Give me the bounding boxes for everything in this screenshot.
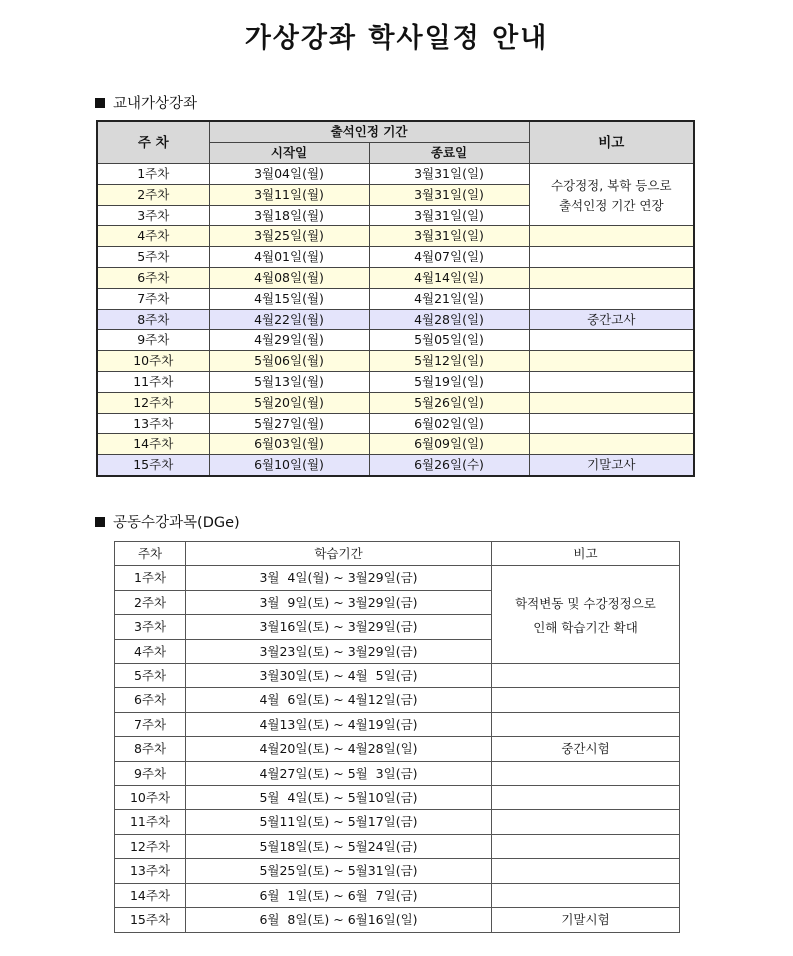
table-row (115, 834, 680, 858)
week-cell: 15주차 (97, 455, 209, 476)
week-cell: 14주차 (97, 434, 209, 455)
start-cell: 4월15일(월) (209, 288, 369, 309)
week-cell: 3주차 (97, 205, 209, 226)
header-note: 비고 (529, 121, 694, 164)
table-row (97, 247, 694, 268)
table-row (115, 688, 680, 712)
note-cell (492, 810, 680, 834)
merged-note-line: 인해 학습기간 확대 (533, 620, 638, 636)
table-row (115, 810, 680, 834)
note-cell (529, 330, 694, 351)
period-cell: 3월16일(토) ~ 3월29일(금) (186, 615, 492, 639)
week-cell: 6주차 (115, 688, 186, 712)
end-cell: 3월31일(일) (369, 184, 529, 205)
start-cell: 3월04일(월) (209, 164, 369, 185)
table-row (115, 883, 680, 907)
end-cell: 6월26일(수) (369, 455, 529, 476)
note-cell (529, 267, 694, 288)
week-cell: 8주차 (115, 737, 186, 761)
end-cell: 4월14일(일) (369, 267, 529, 288)
week-cell: 14주차 (115, 883, 186, 907)
period-cell: 5월18일(토) ~ 5월24일(금) (186, 834, 492, 858)
week-cell: 5주차 (115, 664, 186, 688)
table-row (97, 267, 694, 288)
note-cell (529, 371, 694, 392)
week-cell: 12주차 (115, 834, 186, 858)
end-cell: 5월05일(일) (369, 330, 529, 351)
section-heading-dge (95, 511, 240, 532)
table-row (97, 392, 694, 413)
dge-schedule-table (114, 541, 680, 933)
week-cell: 11주차 (115, 810, 186, 834)
start-cell: 3월11일(월) (209, 184, 369, 205)
start-cell: 6월10일(월) (209, 455, 369, 476)
note-cell (492, 859, 680, 883)
end-cell: 3월31일(일) (369, 164, 529, 185)
table-row (115, 664, 680, 688)
note-cell (529, 413, 694, 434)
period-cell: 3월 4일(월) ~ 3월29일(금) (186, 566, 492, 590)
table-row (97, 309, 694, 330)
merged-note-line: 수강정정, 복학 등으로 (550, 178, 672, 193)
merged-note-line: 출석인정 기간 연장 (558, 198, 664, 213)
week-cell: 8주차 (97, 309, 209, 330)
end-cell: 6월09일(일) (369, 434, 529, 455)
table-row (115, 859, 680, 883)
table-row (115, 761, 680, 785)
start-cell: 4월01일(월) (209, 247, 369, 268)
table-row (97, 330, 694, 351)
note-cell (529, 226, 694, 247)
period-cell: 5월11일(토) ~ 5월17일(금) (186, 810, 492, 834)
note-cell: 중간고사 (529, 309, 694, 330)
note-cell (492, 688, 680, 712)
table-row (97, 371, 694, 392)
table-row (97, 413, 694, 434)
merged-note-line: 학적변동 및 수강정정으로 (515, 596, 656, 612)
week-cell: 2주차 (97, 184, 209, 205)
week-cell: 7주차 (97, 288, 209, 309)
week-cell: 12주차 (97, 392, 209, 413)
note-cell (529, 288, 694, 309)
header-end: 종료일 (369, 143, 529, 164)
note-cell (492, 834, 680, 858)
section-heading-label: 공동수강과목(DGe) (113, 515, 240, 531)
header-period: 출석인정 기간 (209, 121, 529, 143)
period-cell: 3월 9일(토) ~ 3월29일(금) (186, 590, 492, 614)
start-cell: 5월13일(월) (209, 371, 369, 392)
end-cell: 4월28일(일) (369, 309, 529, 330)
week-cell: 7주차 (115, 712, 186, 736)
start-cell: 6월03일(월) (209, 434, 369, 455)
header-start: 시작일 (209, 143, 369, 164)
section-heading-label: 교내가상강좌 (113, 96, 198, 112)
week-cell: 4주차 (97, 226, 209, 247)
week-cell: 11주차 (97, 371, 209, 392)
note-cell (492, 712, 680, 736)
table-row (97, 226, 694, 247)
start-cell: 5월20일(월) (209, 392, 369, 413)
end-cell: 3월31일(일) (369, 226, 529, 247)
note-cell (529, 392, 694, 413)
table-row (115, 908, 680, 932)
period-cell: 4월 6일(토) ~ 4월12일(금) (186, 688, 492, 712)
table-row (97, 351, 694, 372)
start-cell: 3월18일(월) (209, 205, 369, 226)
week-cell: 13주차 (97, 413, 209, 434)
note-cell (492, 761, 680, 785)
week-cell: 13주차 (115, 859, 186, 883)
campus-schedule-table (96, 120, 695, 477)
note-cell (529, 351, 694, 372)
section-heading-campus (95, 92, 197, 113)
note-cell: 기말시험 (492, 908, 680, 932)
table-row (97, 455, 694, 476)
week-cell: 4주차 (115, 639, 186, 663)
start-cell: 5월27일(월) (209, 413, 369, 434)
header-week: 주차 (115, 542, 186, 566)
end-cell: 3월31일(일) (369, 205, 529, 226)
table-row (115, 737, 680, 761)
header-period: 학습기간 (186, 542, 492, 566)
period-cell: 5월25일(토) ~ 5월31일(금) (186, 859, 492, 883)
period-cell: 3월30일(토) ~ 4월 5일(금) (186, 664, 492, 688)
week-cell: 2주차 (115, 590, 186, 614)
end-cell: 6월02일(일) (369, 413, 529, 434)
end-cell: 4월07일(일) (369, 247, 529, 268)
week-cell: 15주차 (115, 908, 186, 932)
end-cell: 5월12일(일) (369, 351, 529, 372)
end-cell: 5월26일(일) (369, 392, 529, 413)
period-cell: 6월 8일(토) ~ 6월16일(일) (186, 908, 492, 932)
start-cell: 5월06일(월) (209, 351, 369, 372)
start-cell: 4월08일(월) (209, 267, 369, 288)
merged-note-cell (529, 164, 694, 226)
square-bullet-icon (95, 98, 105, 108)
end-cell: 4월21일(일) (369, 288, 529, 309)
week-cell: 1주차 (115, 566, 186, 590)
week-cell: 10주차 (97, 351, 209, 372)
note-cell (492, 883, 680, 907)
note-cell (529, 434, 694, 455)
header-note: 비고 (492, 542, 680, 566)
week-cell: 9주차 (97, 330, 209, 351)
table-row (97, 288, 694, 309)
note-cell: 기말고사 (529, 455, 694, 476)
merged-note-cell (492, 566, 680, 664)
note-cell (492, 786, 680, 810)
page-title: 가상강좌 학사일정 안내 (244, 23, 549, 54)
period-cell: 4월27일(토) ~ 5월 3일(금) (186, 761, 492, 785)
week-cell: 3주차 (115, 615, 186, 639)
start-cell: 4월29일(월) (209, 330, 369, 351)
week-cell: 6주차 (97, 267, 209, 288)
note-cell: 중간시험 (492, 737, 680, 761)
table-row (97, 164, 694, 185)
week-cell: 10주차 (115, 786, 186, 810)
table-row (115, 786, 680, 810)
start-cell: 4월22일(월) (209, 309, 369, 330)
note-cell (529, 247, 694, 268)
end-cell: 5월19일(일) (369, 371, 529, 392)
period-cell: 4월13일(토) ~ 4월19일(금) (186, 712, 492, 736)
table-row (115, 566, 680, 590)
period-cell: 4월20일(토) ~ 4월28일(일) (186, 737, 492, 761)
period-cell: 3월23일(토) ~ 3월29일(금) (186, 639, 492, 663)
week-cell: 5주차 (97, 247, 209, 268)
period-cell: 6월 1일(토) ~ 6월 7일(금) (186, 883, 492, 907)
week-cell: 1주차 (97, 164, 209, 185)
header-week: 주 차 (97, 121, 209, 164)
week-cell: 9주차 (115, 761, 186, 785)
start-cell: 3월25일(월) (209, 226, 369, 247)
note-cell (492, 664, 680, 688)
square-bullet-icon (95, 517, 105, 527)
period-cell: 5월 4일(토) ~ 5월10일(금) (186, 786, 492, 810)
table-row (115, 712, 680, 736)
table-row (97, 434, 694, 455)
